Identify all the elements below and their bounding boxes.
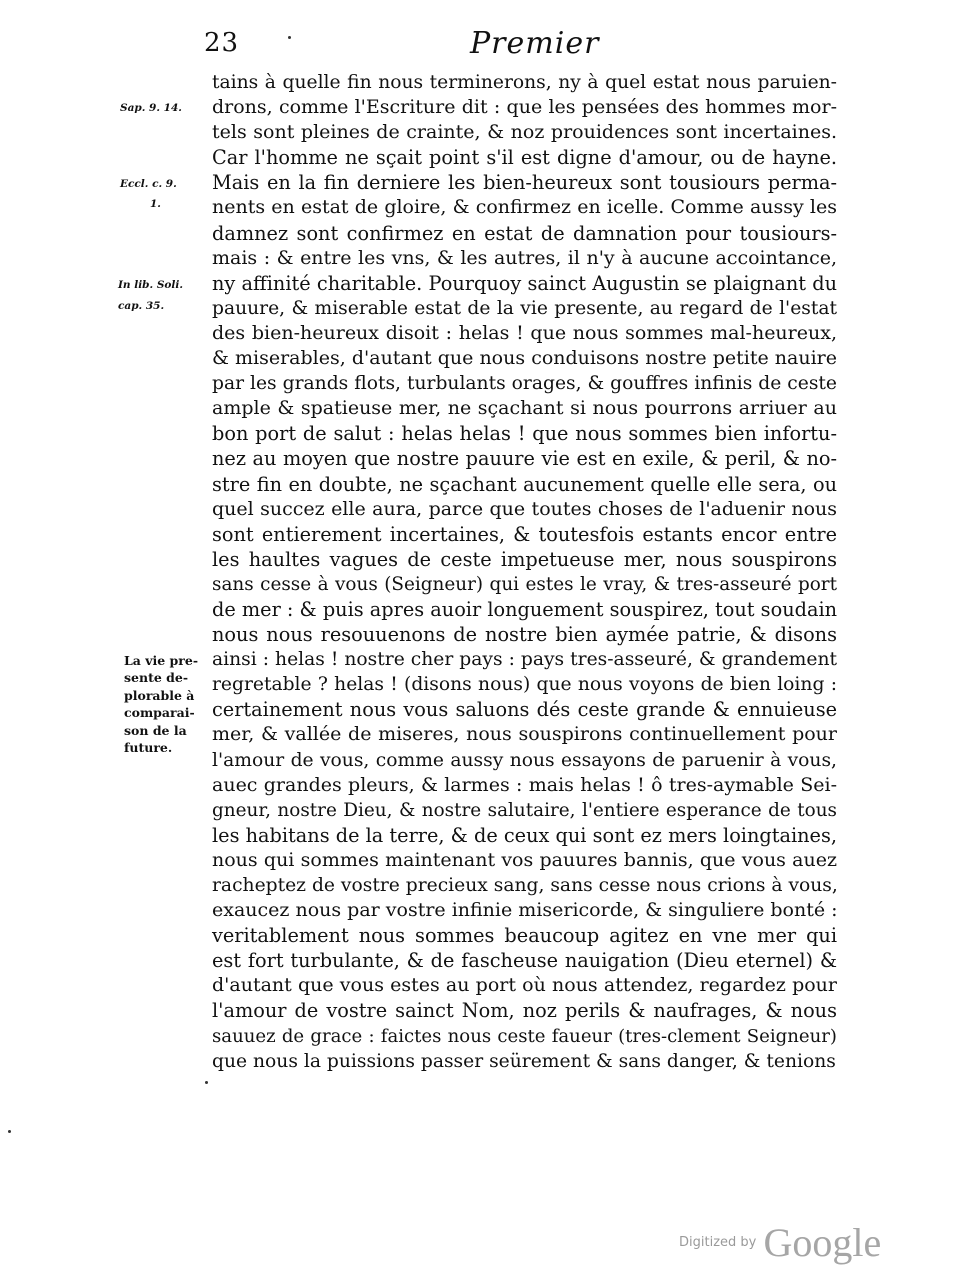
sidenote-line: plorable à (124, 687, 195, 703)
text-line: tains à quelle fin nous terminerons, ny à quel estat nous paruien- (212, 72, 837, 93)
text-line: mais : & entre les vns, & les autres, il n'y à aucune accointance, (212, 246, 837, 269)
text-line: l'amour de vostre sainct Nom, noz perils & naufrages, & nous (212, 999, 837, 1023)
sidenote-line: comparai- (124, 705, 195, 721)
digitized-by-google-watermark (679, 1219, 881, 1266)
ink-speck (288, 36, 291, 39)
sidenote-line: La vie pre- (124, 653, 199, 668)
margin-note: cap. 35. (118, 300, 165, 312)
text-line: Car l'homme ne sçait point s'il est digne d'amour, ou de hayne. (212, 146, 837, 170)
text-line: par les grands flots, turbulants orages, & gouffres infinis de ceste (212, 373, 837, 395)
ink-speck (205, 1081, 208, 1084)
text-line: quel succez elle aura, parce que toutes choses de l'aduenir nous (212, 497, 837, 520)
text-line: Mais en la fin derniere les bien-heureux sont tousiours perma- (212, 171, 837, 195)
text-line: ample & spatieuse mer, ne sçachant si nous pourrons arriuer au (212, 397, 837, 420)
text-line: & miserables, d'autant que nous conduisons nostre petite nauire (212, 347, 837, 370)
text-line: racheptez de vostre precieux sang, sans cesse nous crions à vous, (212, 875, 838, 896)
text-line: regretable ? helas ! (disons nous) que nous voyons de bien loing : (212, 674, 837, 696)
text-line: certainement nous vous saluons dés ceste grande & ennuieuse (212, 698, 837, 722)
digitized-label: Digitized by (679, 1235, 757, 1250)
text-line: nous nous resouuenons de nostre bien aymée patrie, & disons (212, 623, 837, 647)
text-line: nez au moyen que nostre pauure vie est en exile, & peril, & no- (212, 447, 837, 471)
sidenote-line: son de la (124, 722, 187, 738)
text-line: les habitans de la terre, & de ceux qui sont ez mers loingtaines, (212, 823, 837, 847)
text-line: gneur, nostre Dieu, & nostre salutaire, l'entiere esperance de tous (212, 799, 837, 821)
text-line: veritablement nous sommes beaucoup agitez en vne mer qui (212, 924, 837, 948)
text-line: auec grandes pleurs, & larmes : mais helas ! ô tres-aymable Sei- (212, 773, 837, 796)
text-line: ainsi : helas ! nostre cher pays : pays tres-asseuré, & grandement (212, 649, 837, 671)
margin-sidenote (124, 652, 206, 756)
running-head: Premier (470, 26, 600, 61)
page-number: 23 (204, 28, 240, 58)
text-line: tels sont pleines de crainte, & noz prouidences sont incertaines. (212, 121, 837, 144)
text-line: bon port de salut : helas helas ! que nous sommes bien infortu- (212, 422, 837, 446)
ink-speck (8, 1130, 11, 1133)
text-line: sans cesse à vous (Seigneur) qui estes le vray, & tres-asseuré port (212, 573, 837, 595)
text-line: est fort turbulante, & de fascheuse nauigation (Dieu eternel) & (212, 949, 837, 973)
sidenote-line: future. (124, 740, 173, 756)
text-line: mer, & vallée de miseres, nous souspirons continuellement pour (212, 723, 837, 746)
margin-note: Eccl. c. 9. (120, 178, 177, 190)
sidenote-line: sente de- (124, 670, 189, 686)
text-line: drons, comme l'Escriture dit : que les pensées des hommes mor- (212, 96, 837, 119)
text-line: exaucez nous par vostre infinie misericorde, & singuliere bonté : (212, 899, 838, 922)
google-logo: Google (763, 1220, 882, 1265)
text-line: stre fin en doubte, ne sçachant aucunement quelle elle sera, ou (212, 472, 837, 496)
text-line: l'amour de vous, comme aussy nous essayons de paruenir à vous, (212, 749, 837, 771)
text-line: damnez sont confirmez en estat de damnation pour tousiours- (212, 221, 837, 245)
text-line: de mer : & puis apres auoir longuement souspirez, tout soudain (212, 597, 838, 621)
text-line: sont entierement incertaines, & toutesfois estants encor entre (212, 522, 837, 546)
margin-note: Sap. 9. 14. (120, 102, 182, 114)
text-line: des bien-heureux disoit : helas ! que nous sommes mal-heureux, (212, 321, 837, 344)
margin-note: 1. (150, 198, 161, 210)
margin-note: In lib. Soli. (118, 279, 184, 291)
text-line: les haultes vagues de ceste impetueuse mer, nous souspirons (212, 547, 837, 571)
text-line: nous qui sommes maintenant vos pauures bannis, que vous auez (212, 848, 837, 871)
text-line: sauuez de grace : faictes nous ceste faueur (tres-clement Seigneur) (212, 1025, 837, 1047)
text-line: pauure, & miserable estat de la vie presente, au regard de l'estat (212, 297, 837, 319)
text-line: que nous la puissions passer seürement & sans danger, & tenions (212, 1050, 836, 1072)
body-text (212, 70, 837, 1074)
text-line: d'autant que vous estes au port où nous attendez, regardez pour (212, 974, 837, 997)
text-line: ny affinité charitable. Pourquoy sainct Augustin se plaignant du (212, 271, 837, 295)
text-line: nents en estat de gloire, & confirmez en icelle. Comme aussy les (212, 196, 837, 219)
